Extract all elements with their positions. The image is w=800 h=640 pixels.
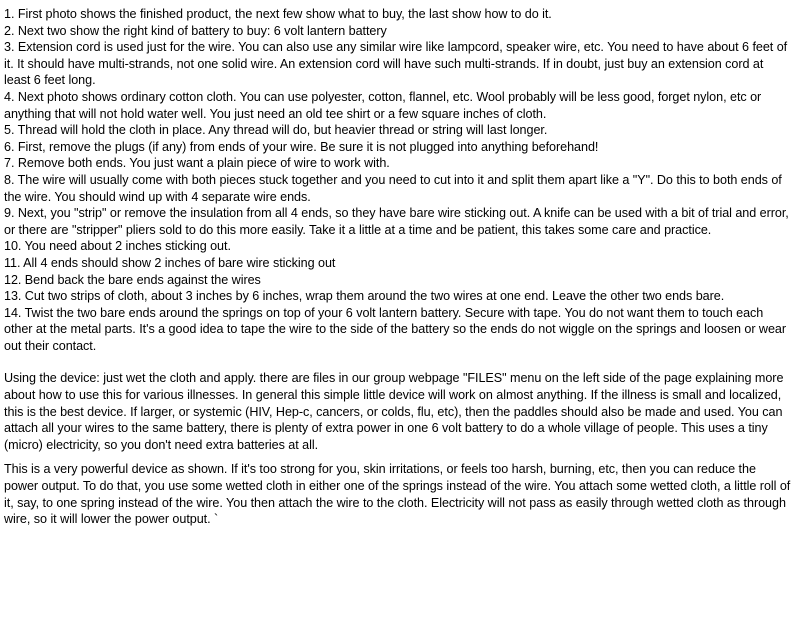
step-12: 12. Bend back the bare ends against the wires — [4, 272, 261, 287]
step-11: 11. All 4 ends should show 2 inches of bare wire sticking out — [4, 255, 336, 270]
step-5: 5. Thread will hold the cloth in place. Any thread will do, but heavier thread or string will last longer. — [4, 123, 548, 138]
step-3: 3. Extension cord is used just for the wire. You can also use any similar wire like lampcord, speaker wire, etc. You need to have about 6 feet of it. It should have multi-strands, not one solid wire. An extension cord will have such multi-strands. If in doubt, just buy an extension cord at least 6 feet long. — [4, 40, 788, 88]
paragraph-gap — [4, 453, 792, 461]
step-10: 10. You need about 2 inches sticking out. — [4, 239, 231, 254]
instructions-document — [4, 6, 792, 528]
power-paragraph: This is a very powerful device as shown. If it's too strong for you, skin irritations, or feels too harsh, burning, etc, then you can reduce the power output. To do that, you use some wetted cloth in either one of the springs instead of the wire. You attach some wetted cloth, a little roll of it, say, to one spring instead of the wire. You then attach the wire to the cloth. Electricity will not pass as easily through wetted cloth as through wire, so it will lower the power output. ` — [4, 462, 791, 527]
step-6: 6. First, remove the plugs (if any) from ends of your wire. Be sure it is not plugged into anything beforehand! — [4, 139, 599, 154]
step-14: 14. Twist the two bare ends around the springs on top of your 6 volt lantern battery. Secure with tape. You do not want them to touch each other at the metal parts. It's a good idea to tape the wire to the side of the battery so the ends do not wiggle on the springs and loosen or wear out their contact. — [4, 305, 787, 353]
step-13: 13. Cut two strips of cloth, about 3 inches by 6 inches, wrap them around the two wires at one end. Leave the other two ends bare. — [4, 289, 725, 304]
step-9: 9. Next, you "strip" or remove the insulation from all 4 ends, so they have bare wire sticking out. A knife can be used with a bit of trial and error, or there are "stripper" pliers sold to do this more easily. Take it a little at a time and be patient, this takes some care and practice. — [4, 206, 789, 237]
step-8: 8. The wire will usually come with both pieces stuck together and you need to cut into it and split them apart like a "Y". Do this to both ends of the wire. You should wind up with 4 separate wire ends. — [4, 172, 782, 204]
step-1: 1. First photo shows the finished product, the next few show what to buy, the last show how to do it. — [4, 7, 552, 21]
paragraph-gap — [4, 354, 792, 370]
step-7: 7. Remove both ends. You just want a plain piece of wire to work with. — [4, 156, 390, 171]
step-4: 4. Next photo shows ordinary cotton cloth. You can use polyester, cotton, flannel, etc. Wool probably will be less good, forget nylon, etc or anything that will not hold water well. You just need an old tee shirt or a few square inches of cloth. — [4, 89, 762, 121]
usage-paragraph: Using the device: just wet the cloth and apply. there are files in our group webpage "FILES" menu on the left side of the page explaining more about how to use this for various illnesses. In general this simple little device will work on almost anything. If the illness is small and localized, this is the best device. If larger, or systemic (HIV, Hep-c, cancers, or colds, flu, etc), then the paddles should also be made and used. You can attach all your wires to the same battery, there is plenty of extra power in one 6 volt battery to do a whole village of people. This uses a tiny (micro) electricity, so you don't need extra batteries at all. — [4, 371, 784, 452]
step-2: 2. Next two show the right kind of battery to buy: 6 volt lantern battery — [4, 23, 387, 38]
